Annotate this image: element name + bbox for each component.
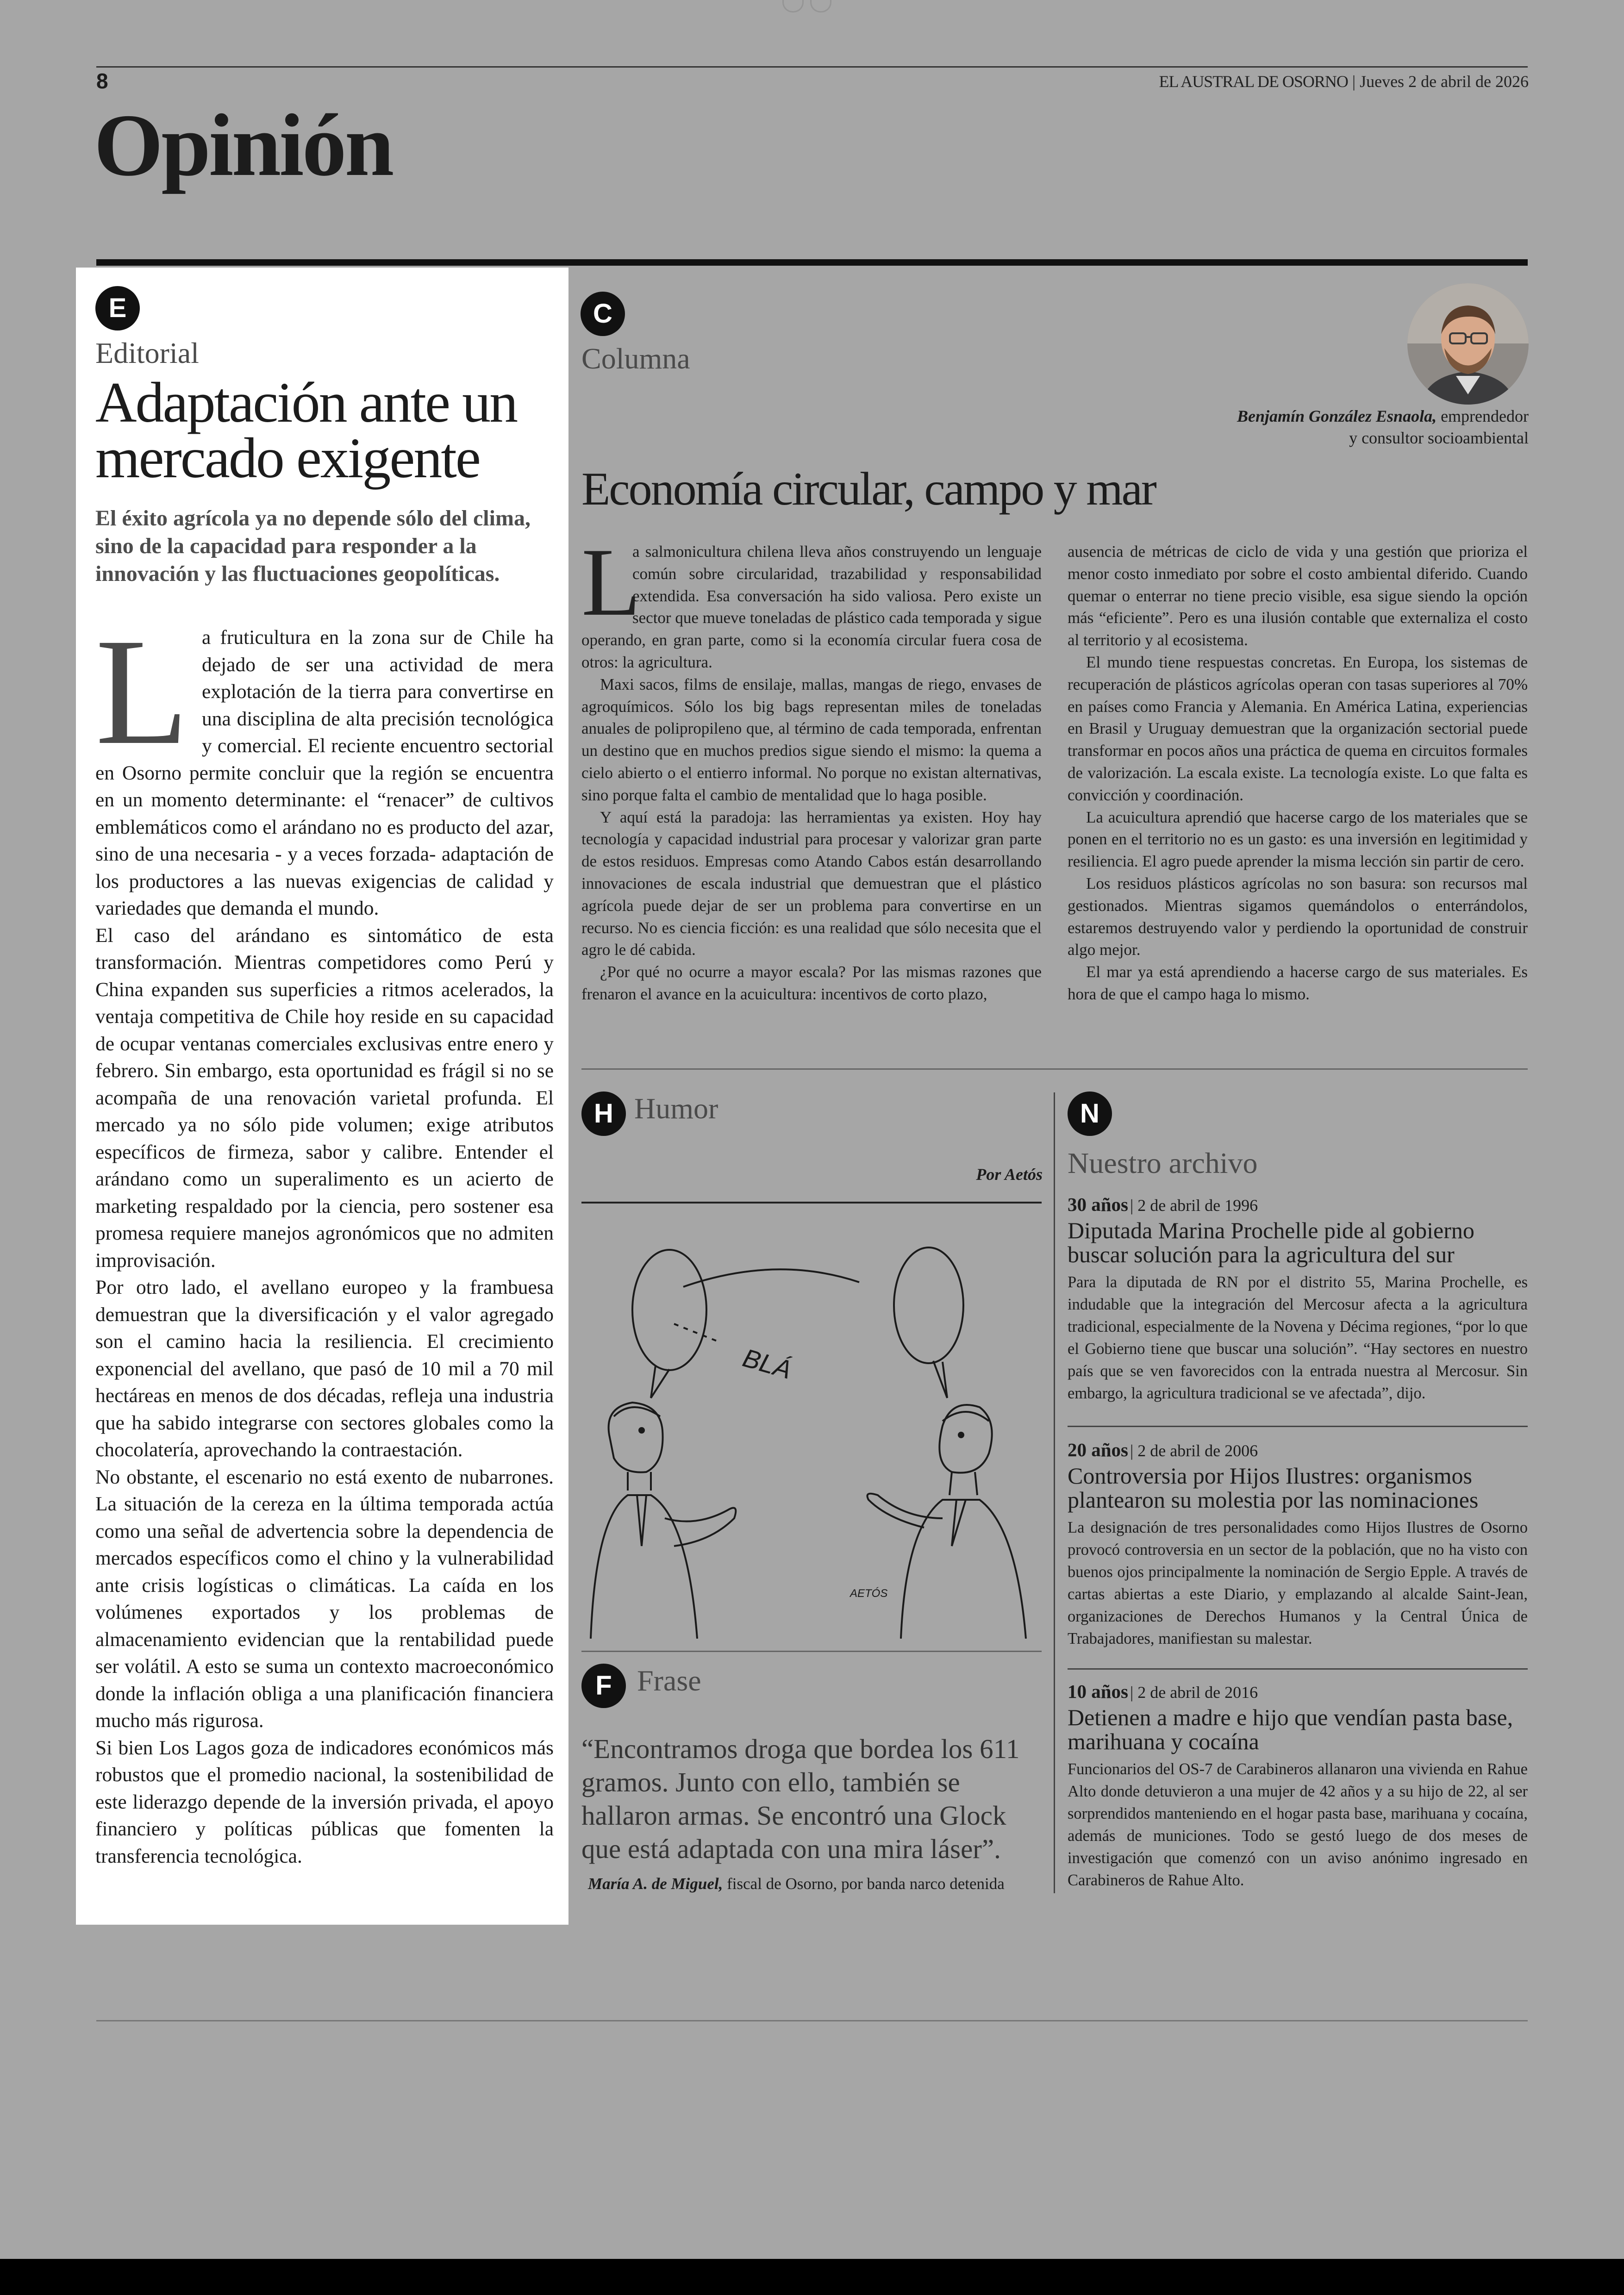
column-paragraph: Y aquí está la paradoja: las herramientas ya existen. Hoy hay tecnología y capacidad industrial para procesar y valorizar gran parte de estos residuos. Empresas como Atando Cabos están desarrollando innovaciones de escala industrial que demuestran que el plástico agrícola puede dejar de ser un problema para convertirse en un recurso. No es ciencia ficción: es una realidad que sólo necesita que el agro le dé cabida. [581,808,1042,959]
editorial-subhead: El éxito agrícola ya no depende sólo del clima, sino de la capacidad para responder a la innovación y las fluctuaciones geopolíticas. [95,506,531,586]
archivo-text: Funcionarios del OS-7 de Carabineros allanaron una vivienda en Rahue Alto donde detuvieron a una mujer de 42 años y a su hijo de 22, al ser sorprendidos manteniendo en el hogar pasta base, marihuana y cocaína, además de municiones. Todo se gestó luego de dos meses de investigación que comenzó con un aviso anónimo ingresado en Carabineros de Rahue Alto. [1068,1760,1528,1889]
frase-speaker-role: fiscal de Osorno, por banda narco detenida [723,1875,1005,1893]
frase-badge: F [581,1664,626,1708]
speech-bubble-left [632,1250,706,1398]
column-paragraph: El mar ya está aprendiendo a hacerse cargo de sus materiales. Es hora de que el campo haga lo mismo. [1068,963,1528,1003]
column-badge: C [581,292,625,336]
frase-kicker: Frase [637,1664,701,1697]
editorial-badge: E [95,286,140,331]
archivo-date: | 2 de abril de 2006 [1130,1441,1258,1460]
column-author [1205,405,1529,449]
masthead-date: Jueves 2 de abril de 2026 [1360,72,1529,91]
column-paragraph: Los residuos plásticos agrícolas no son basura: son recursos mal gestionados. Mientras sigamos quemándolos o enterrándolos, estaremos destruyendo valor y perdiendo la oportunidad de construir algo mejor. [1068,874,1528,959]
editorial-paragraph: El caso del arándano es sintomático de esta transformación. Mientras competidores como Perú y China expanden sus superficies a ritmos acelerados, la ventaja competitiva de Chile hoy reside en su capacidad de ocupar ventanas comerciales exclusivas entre enero y febrero. Sin embargo, esta oportunidad es frágil si no se acompaña de una renovación varietal profunda. El mercado ya no sólo pide volumen; exige atributos específicos de firmeza, sabor y calibre. Entender el arándano como un superalimento es un acierto de marketing respaldado por la ciencia, pero sostener esa promesa requiere manejos agronómicos que no admiten improvisación. [95,924,554,1272]
archivo-years: 20 años [1068,1439,1129,1460]
column-bottom-rule [581,1068,1528,1070]
speech-bubble-right [894,1247,963,1398]
frase-quote: “Encontramos droga que bordea los 611 gramos. Junto con ello, también se hallaron armas. Se encontró una Glock que está adaptada con una mira láser”. [581,1734,1020,1864]
archivo-years: 10 años [1068,1681,1129,1702]
archivo-kicker: Nuestro archivo [1068,1147,1258,1179]
column-paragraph: ausencia de métricas de ciclo de vida y una gestión que prioriza el menor costo inmediato por sobre el costo ambiental diferido. Cuando quemar o enterrar no tiene precio visible, esa sigue siendo la opción más “eficiente”. Pero es una ilusión contable que externaliza el costo al territorio y al ecosistema. [1068,543,1528,649]
column-paragraph: Maxi sacos, films de ensilaje, mallas, mangas de riego, envases de agroquímicos. Sólo los big bags representan miles de toneladas anuales de polipropileno que, al término de cada temporada, enfrentan un destino que en muchos predios sigue siendo el mismo: la quema a cielo abierto o el entierro informal. No porque no existan alternativas, sino porque falta el cambio de mentalidad que lo haga posible. [581,675,1042,804]
archivo-rule [1068,1426,1528,1427]
archivo-item [1068,1439,1528,1650]
column-headline: Economía circular, campo y mar [581,463,1156,515]
editorial-paragraph: No obstante, el escenario no está exento de nubarrones. La situación de la cereza en la última temporada actúa como una señal de advertencia sobre la dependencia de mercados específicos como el chino y la vulnerabilidad ante crisis logísticas o climáticas. La caída en los volúmenes exportados y los problemas de almacenamiento evidencian que la rentabilidad puede ser volátil. A esto se suma un contexto macroeconómico donde la inflación obliga a una planificación financiera mucho más rigurosa. [95,1466,554,1732]
archivo-years: 30 años [1068,1194,1129,1215]
column-author-name: Benjamín González Esnaola, [1237,407,1437,425]
flying-word-trail [683,1269,859,1287]
humor-badge: H [581,1091,626,1136]
archivo-item [1068,1193,1528,1404]
editorial-headline-line-2: mercado exigente [95,426,480,490]
archivo-text: La designación de tres personalidades como Hijos Ilustres de Osorno provocó controversia en un sector de la población, que no ha visto con buenos ojos principalmente la nominación de Sergio Epple. A través de cartas abiertas a este Diario, y emplazando al alcalde Saint-Jean, organizaciones de Derechos Humanos y la Central Única de Trabajadores, manifiestan su malestar. [1068,1519,1528,1647]
column-body-right [1068,541,1528,1005]
archivo-date: | 2 de abril de 1996 [1130,1196,1258,1215]
editorial-paragraph: Si bien Los Lagos goza de indicadores económicos más robustos que el promedio nacional, la sostenibilidad de este liderazgo depende de la inversión privada, el apoyo financiero y políticas públicas que fomenten la transferencia tecnológica. [95,1736,554,1867]
column-paragraph: ¿Por qué no ocurre a mayor escala? Por las mismas razones que frenaron el avance en la acuicultura: incentivos de corto plazo, [581,963,1042,1003]
archivo-rule [1068,1668,1528,1670]
column-paragraph: El mundo tiene respuestas concretas. En Europa, los sistemas de recuperación de plásticos agrícolas operan con tasas superiores al 70% en países como Francia y Alemania. En América Latina, experiencias en Brasil y Uruguay demuestran que la organización sectorial puede transformar en pocos años una práctica de quema en circuitos formales de valorización. La escala existe. La tecnología existe. Lo que falta es convicción y coordinación. [1068,653,1528,804]
archivo-date: | 2 de abril de 2016 [1130,1683,1258,1702]
column-author-line [1205,405,1529,427]
section-title: Opinión [94,96,393,194]
author-photo [1407,283,1529,405]
editorial-headline-line-1: Adaptación ante un [95,371,517,434]
column-divider [1054,1092,1055,1893]
archivo-text: Para la diputada de RN por el distrito 55, Marina Prochelle, es indudable que la integración del Mercosur afecta a la agricultura tradicional, especialmente de la Novena y Décima regiones, “por lo que el Gobierno tiene que buscar una solución”. “Hay sectores en nuestro país que se ven favorecidos con la entrada nuestra al Mercosur. Sin embargo, la agricultura tradicional se ve afectada”, dijo. [1068,1273,1528,1402]
page-number: 8 [96,69,108,93]
footer-rule [96,2020,1528,2021]
column-paragraph: La acuicultura aprendió que hacerse cargo de los materiales que se ponen en el territorio no es un gasto: es una inversión en legitimidad y resiliencia. El agro puede aprender la misma lección sin partir de cero. [1068,808,1528,871]
cartoon-signature: AETÓS [850,1587,888,1600]
bla-text: BLÁ [739,1342,795,1384]
column-author-role-2: y consultor socioambiental [1349,429,1529,447]
masthead-name: EL AUSTRAL DE OSORNO [1159,72,1348,91]
archivo-headline: Controversia por Hijos Ilustres: organismos plantearon su molestia por las nominaciones [1068,1463,1479,1513]
frase-credit [588,1875,1046,1893]
editorial-kicker: Editorial [95,337,199,369]
cartoon-man-right [868,1405,1026,1639]
frase-speaker: María A. de Miguel, [588,1875,723,1893]
author-avatar [1407,283,1529,405]
editorial-paragraph: Por otro lado, el avellano europeo y la frambuesa demuestran que la diversificación y el valor agregado son el camino hacia la resiliencia. El crecimiento exponencial del avellano, que pasó de 10 mil a 70 mil hectáreas en menos de dos décadas, refleja una industria que ha sabido integrarse con sectores globales como la chocolatería, aprovechando la contraestación. [95,1276,554,1461]
column-body-left [581,529,1042,1005]
column-dropcap: L [581,529,641,636]
humor-cartoon [581,1222,1042,1639]
column-paragraph: a salmonicultura chilena lleva años construyendo un lenguaje común sobre circularidad, trazabilidad y responsabilidad extendida. Esa conversación ha sido valiosa. Pero existe un sector que mueve toneladas de plástico cada temporada y sigue operando, en gran parte, como si la economía circular fuera cosa de otros: la agricultura. [581,543,1042,671]
archivo-headline: Detienen a madre e hijo que vendían pasta base, marihuana y cocaína [1068,1704,1513,1754]
humor-bottom-rule [581,1651,1042,1652]
column-author-role-1: emprendedor [1437,407,1529,425]
editorial-paragraph: a fruticultura en la zona sur de Chile ha dejado de ser una actividad de mera explotación de la tierra para convertirse en una disciplina de alta precisión tecnológica y comercial. El reciente encuentro sectorial en Osorno permite concluir que la región se encuentra en un momento determinante: el “renacer” de cultivos emblemáticos como el arándano no es producto del azar, sino de una necesaria - y a veces forzada- adaptación de los productores a las nuevas exigencias de calidad y variedades que demanda el mundo. [95,626,554,919]
viewer-controls [782,0,843,14]
humor-rule [581,1202,1042,1204]
humor-kicker: Humor [634,1092,718,1125]
cartoon-man-left [591,1403,736,1639]
editorial-dropcap: L [95,607,189,776]
editorial-panel [76,268,568,1925]
archivo-badge: N [1068,1091,1112,1136]
header-top-rule [96,66,1528,68]
editorial-headline [95,371,563,490]
archivo-item [1068,1680,1528,1891]
masthead: EL AUSTRAL DE OSORNO | Jueves 2 de abril de 2026 [1159,72,1529,91]
editorial-body [95,607,554,1870]
column-kicker: Columna [581,342,690,375]
bottom-bar [0,2259,1624,2295]
section-rule [96,259,1528,266]
humor-byline: Por Aetós [976,1165,1043,1184]
archivo-headline: Diputada Marina Prochelle pide al gobierno buscar solución para la agricultura del sur [1068,1217,1474,1267]
